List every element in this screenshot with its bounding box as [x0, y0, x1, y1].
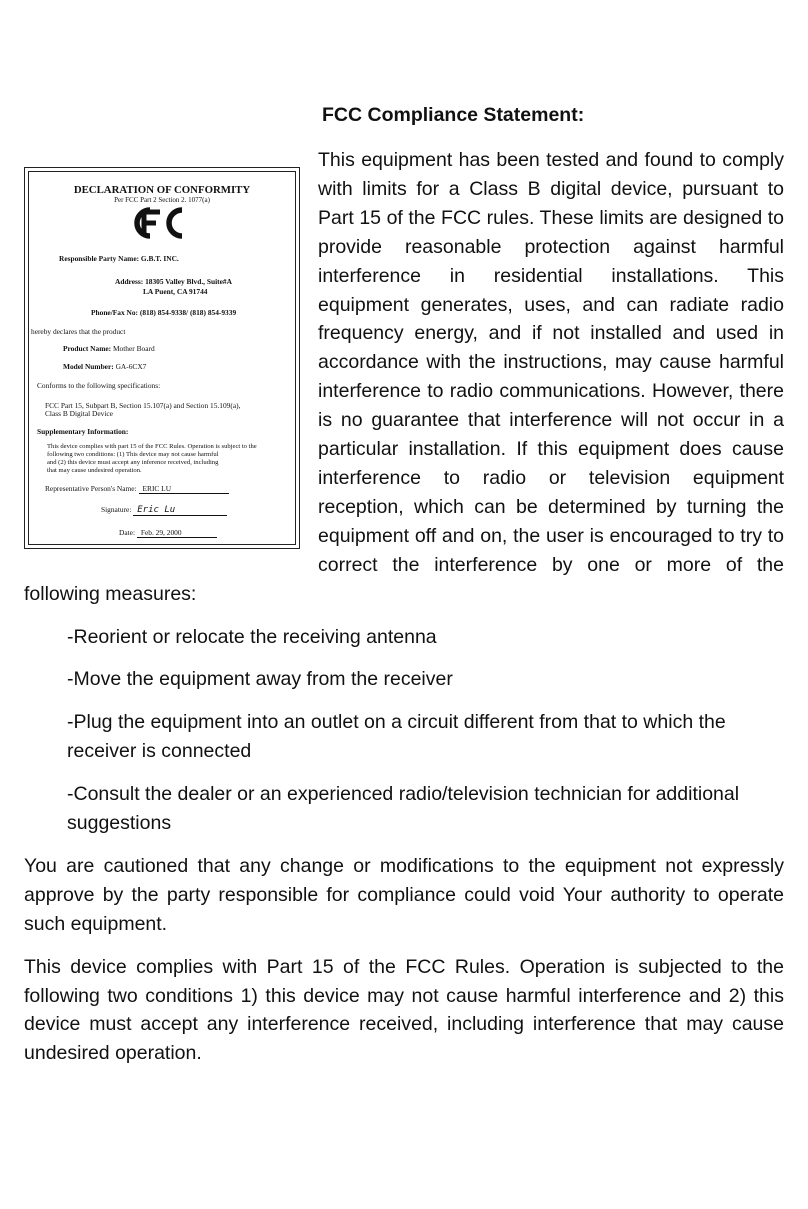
responsible-party-row: Responsible Party Name: G.B.T. INC.	[59, 254, 179, 263]
paragraph-1: This equipment has been tested and found to comply with limits for a Class B digital device, pursuant to Part 15 of the FCC rules. These limits are designed to provide reasonable protection against harmful interference in residential installations. This equipment generates, uses, and can radiate radio frequency energy, and if not installed and used in accordance with the instructions, may cause harmful interference to radio communications. However, there is no guarantee that interference will not occur in a particular installation. If this equipment does cause interference to radio or television equipment reception, which can be determined by turning the equipment off and on, the user is encouraged to try to correct the interference by one or more of the following measures:	[24, 149, 784, 605]
conforms-text: Conforms to the following specifications:	[37, 381, 161, 390]
product-name-row: Product Name: Mother Board	[63, 344, 155, 353]
signature-value: Eric Lu	[133, 506, 227, 516]
signature-row: Signature: Eric Lu	[101, 505, 227, 516]
measure-item-4: -Consult the dealer or an experienced radio/television technician for additional suggestions	[67, 783, 740, 835]
measure-item-3: -Plug the equipment into an outlet on a circuit different from that to which the receiver is connected	[67, 711, 726, 763]
measure-item-1: -Reorient or relocate the receiving antenna	[67, 625, 437, 648]
representative-row: Representative Person's Name: ERIC LU	[45, 484, 229, 494]
declaration-subtitle: Per FCC Part 2 Section 2. 1077(a)	[114, 196, 210, 204]
representative-value: ERIC LU	[139, 484, 229, 494]
page-heading: FCC Compliance Statement:	[322, 104, 585, 126]
spec-line-1: FCC Part 15, Subpart B, Section 15.107(a) and Section 15.109(a),	[45, 401, 241, 410]
address-line-2: LA Puent, CA 91744	[143, 287, 208, 296]
supp-line-1: This device complies with part 15 of the FCC Rules. Operation is subject to the	[47, 443, 257, 450]
supp-line-2: following two conditions: (1) This device may not cause harmful	[47, 451, 219, 458]
address-row: Address: 18305 Valley Blvd., Suite#A	[115, 277, 232, 286]
date-value: Feb. 29, 2000	[137, 528, 217, 538]
paragraph-2: You are cautioned that any change or modifications to the equipment not expressly approve by the party responsible for compliance could void Your authority to operate such equipment.	[24, 854, 784, 935]
spec-line-2: Class B Digital Device	[45, 409, 113, 418]
declaration-title: DECLARATION OF CONFORMITY	[73, 184, 251, 196]
measures-list	[24, 623, 784, 838]
measure-item-2: -Move the equipment away from the receiver	[67, 668, 453, 691]
body-text	[24, 146, 784, 1068]
fcc-logo-icon	[130, 206, 196, 240]
paragraph-3: This device complies with Part 15 of the FCC Rules. Operation is subjected to the following two conditions 1) this device may not cause harmful interference and 2) this device must accept any interference received, including interference that may cause undesired operation.	[24, 955, 784, 1065]
declaration-of-conformity	[24, 167, 300, 549]
model-number-row: Model Number: GA-6CX7	[63, 362, 147, 371]
supp-line-4: that may cause undesired operation.	[47, 467, 142, 474]
supplementary-label: Supplementary Information:	[37, 427, 129, 436]
supp-line-3: and (2) this device must accept any inference received, including	[47, 459, 219, 466]
declares-text: hereby declares that the product	[31, 327, 126, 336]
date-row: Date: Feb. 29, 2000	[119, 528, 217, 538]
phone-row: Phone/Fax No: (818) 854-9338/ (818) 854-9339	[91, 308, 237, 317]
declaration-inner-frame	[28, 171, 296, 545]
